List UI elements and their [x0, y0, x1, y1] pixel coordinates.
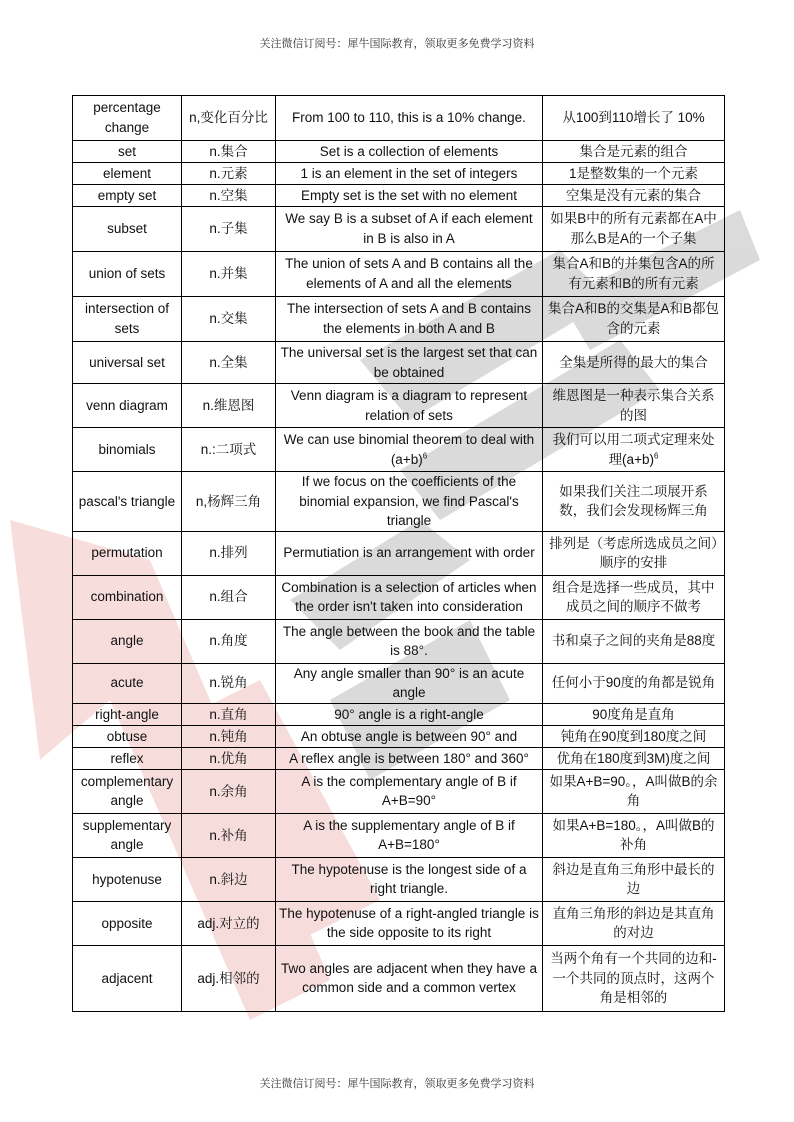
part-of-speech-cell-text: n.子集: [209, 221, 248, 237]
term-cell: [73, 472, 182, 532]
part-of-speech-cell-text: n.余角: [209, 783, 248, 799]
example-cell-text: The angle between the book and the table is 88°.: [282, 623, 536, 659]
translation-cell-text: 我们可以用二项式定理来处理(a+b): [552, 431, 715, 467]
term-cell-text: adjacent: [101, 970, 153, 986]
superscript-exponent: 6: [422, 451, 428, 460]
table-row: [73, 384, 725, 428]
term-cell: [73, 945, 182, 1011]
part-of-speech-cell: [182, 725, 276, 747]
example-cell: [276, 901, 543, 945]
term-cell: [73, 185, 182, 207]
example-cell: [276, 747, 543, 769]
translation-cell-text: 从100到110增长了 10%: [562, 110, 705, 126]
term-cell-text: supplementary angle: [82, 817, 172, 853]
part-of-speech-cell: [182, 428, 276, 472]
table-row: [73, 297, 725, 342]
term-cell: [73, 857, 182, 901]
translation-cell-text: 集合A和B的并集包含A的所有元素和B的所有元素: [552, 256, 715, 291]
superscript-exponent: 6: [653, 451, 659, 460]
translation-cell-text: 集合A和B的交集是A和B都包含的元素: [547, 301, 720, 336]
part-of-speech-cell-text: n.交集: [209, 311, 248, 327]
example-cell: [276, 185, 543, 207]
example-cell-text: A is the complementary angle of B if A+B=90°: [301, 773, 517, 809]
translation-cell: [543, 901, 725, 945]
translation-cell: [543, 163, 725, 185]
part-of-speech-cell-text: n.斜边: [209, 871, 248, 887]
page-header: 关注微信订阅号：犀牛国际教育，领取更多免费学习资料: [259, 37, 535, 50]
translation-cell-text: 如果我们关注二项展开系数，我们会发现杨辉三角: [559, 483, 708, 519]
term-cell: [73, 428, 182, 472]
example-cell-text: Two angles are adjacent when they have a common side and a common vertex: [281, 960, 537, 996]
term-cell-text: complementary angle: [80, 773, 174, 809]
term-cell: [73, 297, 182, 342]
part-of-speech-cell: [182, 342, 276, 384]
example-cell: [276, 619, 543, 663]
table-row: [73, 725, 725, 747]
table-row: [73, 252, 725, 297]
term-cell-text: empty set: [97, 187, 157, 203]
part-of-speech-cell-text: n.锐角: [209, 675, 248, 691]
table-row: [73, 207, 725, 252]
example-cell-text: The union of sets A and B contains all the elements of A and all the elements: [285, 256, 533, 291]
example-cell-text: A is the supplementary angle of B if A+B=180°: [303, 817, 515, 853]
example-cell-text: Empty set is the set with no element: [300, 187, 518, 203]
example-cell: [276, 531, 543, 575]
example-cell: [276, 342, 543, 384]
term-cell: [73, 747, 182, 769]
translation-cell: [543, 297, 725, 342]
part-of-speech-cell-text: adj.相邻的: [197, 970, 260, 986]
term-cell-text: intersection of sets: [84, 301, 170, 336]
term-cell: [73, 901, 182, 945]
table-row: [73, 141, 725, 163]
translation-cell-text: 组合是选择一些成员，其中成员之间的顺序不做考: [552, 579, 715, 615]
translation-cell-text: 排列是（考虑所选成员之间）顺序的安排: [549, 535, 718, 571]
part-of-speech-cell: [182, 96, 276, 141]
term-cell-text: venn diagram: [86, 397, 168, 413]
example-cell-text: Any angle smaller than 90° is an acute angle: [293, 665, 525, 701]
part-of-speech-cell-text: n.补角: [209, 827, 248, 843]
example-cell-text: Permutiation is an arrangement with order: [283, 545, 535, 561]
term-cell-text: obtuse: [106, 728, 148, 744]
table-row: [73, 619, 725, 663]
part-of-speech-cell-text: n,杨辉三角: [195, 493, 262, 509]
part-of-speech-cell-text: n,变化百分比: [189, 110, 268, 126]
part-of-speech-cell: [182, 185, 276, 207]
table-row: [73, 901, 725, 945]
part-of-speech-cell-text: n.维恩图: [202, 397, 255, 413]
part-of-speech-cell-text: n.角度: [209, 633, 248, 649]
term-cell: [73, 663, 182, 703]
translation-cell: [543, 342, 725, 384]
term-cell-text: angle: [110, 633, 144, 649]
example-cell-text: Set is a collection of elements: [319, 143, 499, 159]
term-cell-text: union of sets: [88, 266, 166, 282]
part-of-speech-cell: [182, 472, 276, 532]
translation-cell-text: 如果B中的所有元素都在A中那么B是A的一个子集: [550, 211, 717, 246]
example-cell: [276, 575, 543, 619]
part-of-speech-cell: [182, 945, 276, 1011]
term-cell-text: permutation: [91, 545, 163, 561]
part-of-speech-cell: [182, 703, 276, 725]
part-of-speech-cell: [182, 163, 276, 185]
part-of-speech-cell-text: n.优角: [209, 750, 248, 766]
example-cell-text: The hypotenuse of a right-angled triangle is the side opposite to its right: [279, 905, 539, 941]
example-cell-text: We can use binomial theorem to deal with (a+b): [283, 431, 535, 467]
translation-cell: [543, 384, 725, 428]
example-cell-text: The intersection of sets A and B contains the elements in both A and B: [287, 301, 531, 336]
page-footer: 关注微信订阅号：犀牛国际教育，领取更多免费学习资料: [259, 1077, 535, 1090]
translation-cell: [543, 141, 725, 163]
example-cell: [276, 163, 543, 185]
term-cell-text: acute: [110, 675, 144, 691]
example-cell-text: 90° angle is a right-angle: [334, 706, 484, 722]
example-cell-text: The universal set is the largest set that can be obtained: [280, 344, 538, 380]
table-row: [73, 813, 725, 857]
example-cell: [276, 96, 543, 141]
term-cell: [73, 141, 182, 163]
term-cell: [73, 619, 182, 663]
vocabulary-table: [72, 95, 725, 1012]
term-cell: [73, 575, 182, 619]
part-of-speech-cell: [182, 297, 276, 342]
translation-cell-text: 维恩图是一种表示集合关系的图: [552, 387, 715, 423]
example-cell-text: If we focus on the coefficients of the binomial expansion, we find Pascal's triangle: [299, 474, 519, 529]
example-cell-text: Combination is a selection of articles when the order isn't taken into consideration: [281, 579, 537, 615]
term-cell-text: universal set: [89, 354, 165, 370]
example-cell: [276, 769, 543, 813]
part-of-speech-cell-text: n.空集: [209, 187, 248, 203]
part-of-speech-cell-text: n.:二项式: [200, 441, 257, 457]
translation-cell-text: 斜边是直角三角形中最长的边: [552, 861, 715, 897]
table-row: [73, 472, 725, 532]
table-row: [73, 747, 725, 769]
example-cell: [276, 813, 543, 857]
table-row: [73, 857, 725, 901]
translation-cell-text: 集合是元素的组合: [579, 143, 688, 159]
translation-cell: [543, 185, 725, 207]
part-of-speech-cell-text: n.元素: [209, 165, 248, 181]
term-cell: [73, 531, 182, 575]
translation-cell: [543, 663, 725, 703]
translation-cell-text: 任何小于90度的角都是锐角: [551, 675, 716, 691]
part-of-speech-cell: [182, 619, 276, 663]
translation-cell-text: 书和桌子之间的夹角是88度: [551, 633, 716, 649]
term-cell-text: subset: [107, 221, 147, 237]
translation-cell: [543, 945, 725, 1011]
example-cell: [276, 663, 543, 703]
part-of-speech-cell: [182, 769, 276, 813]
term-cell: [73, 342, 182, 384]
translation-cell: [543, 619, 725, 663]
example-cell-text: From 100 to 110, this is a 10% change.: [292, 110, 526, 126]
part-of-speech-cell: [182, 575, 276, 619]
translation-cell: [543, 725, 725, 747]
example-cell: [276, 428, 543, 472]
translation-cell: [543, 207, 725, 252]
term-cell: [73, 207, 182, 252]
translation-cell: [543, 96, 725, 141]
term-cell: [73, 813, 182, 857]
example-cell: [276, 297, 543, 342]
part-of-speech-cell-text: n.排列: [209, 545, 248, 561]
term-cell-text: reflex: [110, 750, 144, 766]
translation-cell-text: 直角三角形的斜边是其直角的对边: [552, 905, 715, 941]
table-row: [73, 769, 725, 813]
translation-cell-text: 优角在180度到3M)度之间: [556, 750, 711, 766]
part-of-speech-cell-text: n.组合: [209, 589, 248, 605]
term-cell: [73, 252, 182, 297]
example-cell: [276, 703, 543, 725]
part-of-speech-cell: [182, 252, 276, 297]
example-cell-text: Venn diagram is a diagram to represent relation of sets: [290, 387, 528, 423]
translation-cell: [543, 813, 725, 857]
translation-cell-text: 钝角在90度到180度之间: [560, 728, 707, 744]
example-cell: [276, 472, 543, 532]
term-cell: [73, 725, 182, 747]
part-of-speech-cell: [182, 384, 276, 428]
part-of-speech-cell: [182, 531, 276, 575]
example-cell: [276, 945, 543, 1011]
table-row: [73, 531, 725, 575]
translation-cell: [543, 531, 725, 575]
part-of-speech-cell: [182, 857, 276, 901]
term-cell-text: set: [117, 143, 136, 159]
translation-cell-text: 90度角是直角: [592, 706, 675, 722]
term-cell-text: pascal's triangle: [78, 493, 176, 509]
part-of-speech-cell: [182, 747, 276, 769]
part-of-speech-cell-text: n.并集: [209, 266, 248, 282]
term-cell-text: combination: [90, 589, 164, 605]
example-cell: [276, 725, 543, 747]
term-cell: [73, 384, 182, 428]
part-of-speech-cell: [182, 663, 276, 703]
translation-cell: [543, 769, 725, 813]
part-of-speech-cell-text: n.集合: [209, 143, 248, 159]
translation-cell-text: 空集是没有元素的集合: [566, 187, 701, 203]
translation-cell: [543, 857, 725, 901]
term-cell-text: percentage change: [93, 100, 161, 135]
translation-cell-text: 全集是所得的最大的集合: [559, 354, 708, 370]
part-of-speech-cell-text: n.钝角: [209, 728, 248, 744]
term-cell-text: element: [102, 165, 152, 181]
table-row: [73, 945, 725, 1011]
example-cell-text: 1 is an element in the set of integers: [300, 165, 518, 181]
example-cell: [276, 252, 543, 297]
example-cell-text: The hypotenuse is the longest side of a right triangle.: [291, 861, 527, 897]
example-cell: [276, 384, 543, 428]
term-cell-text: hypotenuse: [92, 871, 162, 887]
term-cell-text: opposite: [101, 915, 153, 931]
example-cell-text: We say B is a subset of A if each element in B is also in A: [285, 211, 533, 246]
translation-cell-text: 当两个角有一个共同的边和-一个共同的顶点时，这两个角是相邻的: [550, 950, 717, 1006]
part-of-speech-cell-text: adj.对立的: [197, 915, 260, 931]
table-row: [73, 163, 725, 185]
translation-cell: [543, 703, 725, 725]
term-cell: [73, 703, 182, 725]
example-cell: [276, 141, 543, 163]
term-cell: [73, 163, 182, 185]
table-row: [73, 703, 725, 725]
table-row: [73, 342, 725, 384]
example-cell: [276, 857, 543, 901]
term-cell: [73, 769, 182, 813]
example-cell: [276, 207, 543, 252]
table-row: [73, 575, 725, 619]
part-of-speech-cell: [182, 813, 276, 857]
example-cell-text: A reflex angle is between 180° and 360°: [289, 750, 529, 766]
part-of-speech-cell: [182, 901, 276, 945]
translation-cell: [543, 575, 725, 619]
translation-cell-text: 1是整数集的一个元素: [568, 165, 698, 181]
translation-cell: [543, 472, 725, 532]
part-of-speech-cell-text: n.全集: [209, 354, 248, 370]
translation-cell: [543, 747, 725, 769]
term-cell-text: right-angle: [95, 706, 159, 722]
part-of-speech-cell-text: n.直角: [209, 706, 248, 722]
part-of-speech-cell: [182, 207, 276, 252]
example-cell-text: An obtuse angle is between 90° and: [300, 728, 518, 744]
translation-cell-text: 如果A+B=180。，A叫做B的补角: [552, 817, 715, 853]
part-of-speech-cell: [182, 141, 276, 163]
translation-cell: [543, 252, 725, 297]
term-cell-text: binomials: [98, 441, 156, 457]
table-row: [73, 428, 725, 472]
table-row: [73, 96, 725, 141]
translation-cell-text: 如果A+B=90。，A叫做B的余角: [549, 773, 718, 809]
table-row: [73, 663, 725, 703]
translation-cell: [543, 428, 725, 472]
term-cell: [73, 96, 182, 141]
table-row: [73, 185, 725, 207]
